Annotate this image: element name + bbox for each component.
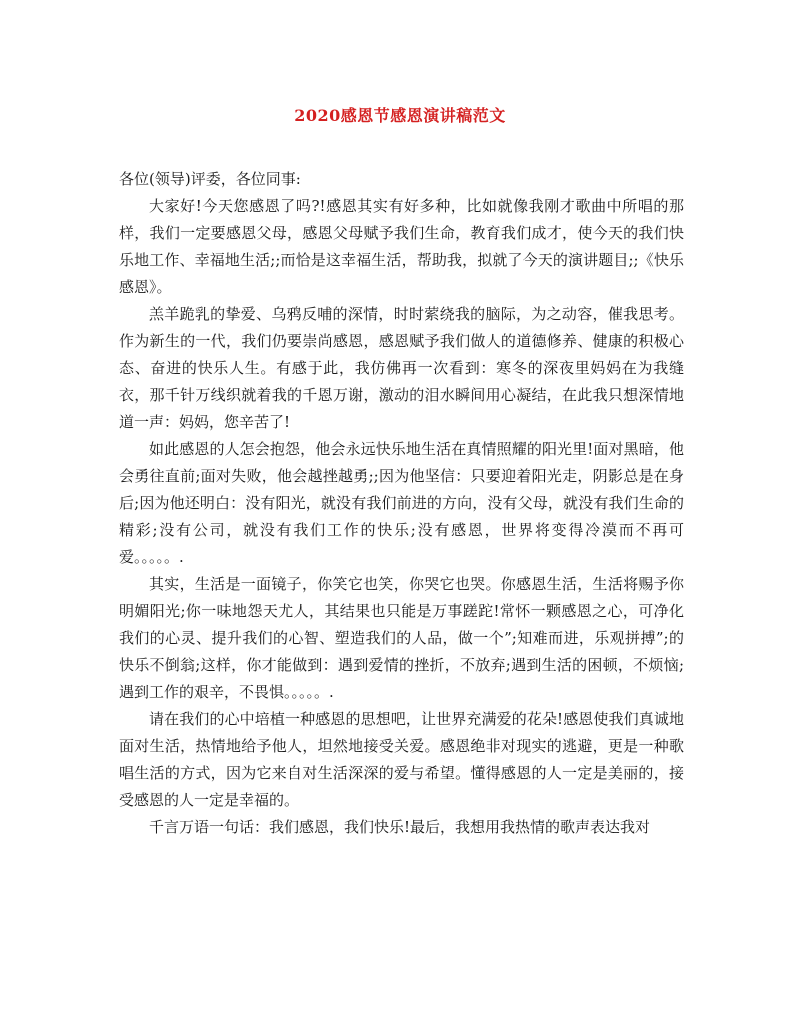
paragraph-1: 大家好!今天您感恩了吗?!感恩其实有好多种，比如就像我刚才歌曲中所唱的那样，我们一定要感恩父母，感恩父母赋予我们生命，教育我们成才，使今天的我们快乐地工作、幸福地生活;;而恰是这幸福生活，帮助我，拟就了今天的演讲题目;;《快乐感恩》。 bbox=[119, 197, 684, 296]
paragraph-5: 请在我们的心中培植一种感恩的思想吧，让世界充满爱的花朵!感恩使我们真诚地面对生活，热情地给予他人，坦然地接受关爱。感恩绝非对现实的逃避，更是一种歌唱生活的方式，因为它来自对生活深深的爱与希望。懂得感恩的人一定是美丽的，接受感恩的人一定是幸福的。 bbox=[119, 710, 684, 809]
salutation: 各位(领导)评委，各位同事: bbox=[119, 170, 301, 188]
document-body bbox=[119, 166, 684, 841]
paragraph-4: 其实，生活是一面镜子，你笑它也笑，你哭它也哭。你感恩生活，生活将赐予你明媚阳光;你一味地怨天尤人，其结果也只能是万事蹉跎!常怀一颗感恩之心，可净化我们的心灵、提升我们的心智、塑造我们的人品，做一个”;知难而进，乐观拼搏”;的快乐不倒翁;这样，你才能做到：遇到爱情的挫折，不放弃;遇到生活的困顿，不烦恼;遇到工作的艰辛，不畏惧。。。。。. bbox=[119, 575, 684, 701]
paragraph-3: 如此感恩的人怎会抱怨，他会永远快乐地生活在真情照耀的阳光里!面对黑暗，他会勇往直前;面对失败，他会越挫越勇;;因为他坚信：只要迎着阳光走，阴影总是在身后;因为他还明白：没有阳光，就没有我们前进的方向，没有父母，就没有我们生命的精彩;没有公司，就没有我们工作的快乐;没有感恩，世界将变得冷漠而不再可爱。。。。。. bbox=[119, 440, 684, 566]
document-title: 2020感恩节感恩演讲稿范文 bbox=[294, 106, 506, 125]
paragraph-2: 羔羊跪乳的挚爱、乌鸦反哺的深情，时时萦绕我的脑际，为之动容，催我思考。作为新生的一代，我们仍要崇尚感恩，感恩赋予我们做人的道德修养、健康的积极心态、奋进的快乐人生。有感于此，我仿佛再一次看到：寒冬的深夜里妈妈在为我缝衣，那千针万线织就着我的千恩万谢，激动的泪水瞬间用心凝结，在此我只想深情地道一声：妈妈，您辛苦了! bbox=[119, 305, 684, 431]
paragraph-6: 千言万语一句话：我们感恩，我们快乐!最后，我想用我热情的歌声表达我对 bbox=[149, 818, 651, 836]
